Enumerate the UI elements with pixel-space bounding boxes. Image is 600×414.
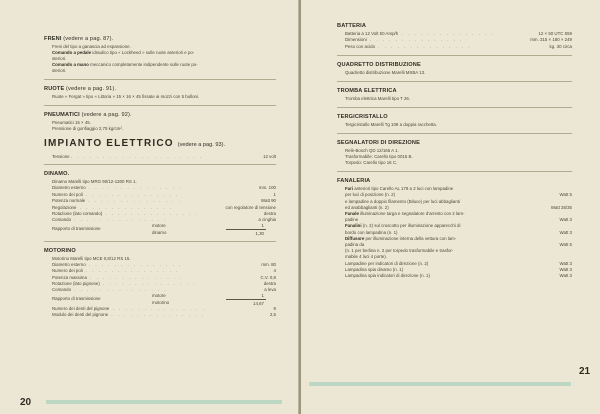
fanaleria-item: padine Watt 3 bbox=[345, 217, 572, 223]
dinamo-spec-row: Comando . . . . . . . . . . . . . . . a cinghia bbox=[52, 217, 276, 223]
pneumatici-line-2: Pressione di gonfiaggio 2,75 kg/cm². bbox=[52, 126, 124, 131]
dinamo-spec-row: Potenza normale . . . . . . . . . . . . . . . Watt 90 bbox=[52, 198, 276, 204]
page-number-right: 21 bbox=[579, 366, 591, 377]
dinamo-section bbox=[44, 171, 276, 235]
ruote-section bbox=[44, 86, 276, 100]
fanaleria-item: e lampadine a doppio filamento (Biluce) per luci abbaglianti bbox=[345, 198, 460, 204]
divider bbox=[44, 164, 276, 165]
fanaleria-title: FANALERIA bbox=[337, 178, 371, 185]
tergicristallo-title: TERGICRISTALLO bbox=[337, 114, 388, 121]
motorino-spec-row: Rotazione (lato pignone) . . . . . . . . . . . . . . . destra bbox=[52, 281, 276, 287]
fanaleria-item: Fanalini (n. 2) sul cruscotto per illuminazione apparecchi di bbox=[345, 223, 461, 229]
ruote-line: Ruote « Fergat » tipo « Littoria » 15 × 16 × 45 fissate ai mozzi con 5 bulloni. bbox=[52, 94, 200, 99]
batteria-spec-row: Batteria a 12 Volt 50 Amp/h . . . . . . . . . . . . . . . 12 × 50 UTC 559 bbox=[345, 31, 572, 36]
motorino-section bbox=[44, 248, 276, 319]
divider bbox=[337, 107, 572, 108]
segnalatori-line-3: Torpedo: Carello tipo 16 C. bbox=[345, 160, 398, 166]
quadretto-title: QUADRETTO DISTRIBUZIONE bbox=[337, 62, 421, 69]
motorino-model: Motorino Marelli tipo MCE 0,8/12 RS 15. bbox=[52, 255, 131, 261]
fanaleria-item: per luci di posizione (n. 2) Watt 5 bbox=[345, 192, 572, 198]
fanaleria-item: Diffusore per illuminazione interna della vettura con lam- bbox=[345, 235, 457, 241]
freni-section bbox=[44, 36, 276, 74]
pneumatici-ref: (vedere a pag. 92). bbox=[81, 112, 132, 118]
freni-line: Freni del tipo a ganascia ad espansione. bbox=[52, 44, 131, 49]
segnalatori-section bbox=[337, 140, 572, 166]
divider bbox=[337, 133, 572, 134]
ruote-ref: (vedere a pag. 91). bbox=[66, 86, 117, 92]
fanaleria-item: ed anabbaglianti (n. 2) Watt 35/35 bbox=[345, 204, 572, 210]
segnalatori-line-1: Relè-Bosch QD 12/165 A 1. bbox=[345, 148, 399, 154]
segnalatori-line-2: Trasformabile: Carello tipo 0015 B. bbox=[345, 154, 413, 160]
freni-hand: Comando a mano meccanico completamente indipendente sulle ruote po- bbox=[52, 62, 198, 67]
freni-pedal: Comando a pedale idraulico tipo « Lockheed » sulle ruote anteriori e po- bbox=[52, 50, 195, 55]
quadretto-section bbox=[337, 62, 572, 76]
batteria-spec-row: Dimensioni . . . . . . . . . . . . . . . mm. 315 × 180 × 249 bbox=[345, 37, 572, 43]
divider bbox=[44, 79, 276, 80]
right-page-content bbox=[337, 23, 572, 284]
freni-ref: (vedere a pag. 87). bbox=[63, 36, 114, 42]
dinamo-ratio: Rapporto di trasmissione motore dinamo 1 1,30 bbox=[52, 222, 264, 236]
dinamo-spec-row: Numero dei poli . . . . . . . . . . . . . . . 1 bbox=[52, 191, 276, 197]
ruote-title: RUOTE bbox=[44, 86, 65, 92]
tromba-title: TROMBA ELETTRICA bbox=[337, 88, 397, 95]
pneumatici-title: PNEUMATICI bbox=[44, 112, 80, 118]
dinamo-spec-row: Regolazione . . . . . . . . . . . . . . . con regolatore di tensione bbox=[52, 204, 276, 210]
fanaleria-item: Fari anteriori tipo Carello AL 179 a 2 luci con lampadine bbox=[345, 186, 454, 192]
motorino-spec-row: Comando . . . . . . . . . . . . . . . a leva bbox=[52, 287, 276, 293]
motorino-spec-row: Potenza massima . . . . . . . . . . . . . . . C.V. 0,8 bbox=[52, 274, 276, 280]
quadretto-line: Quadretto distribuzione Marelli MSBA 13. bbox=[345, 70, 426, 76]
motorino-spec-row: Numero dei poli . . . . . . . . . . . . . . . 4 bbox=[52, 268, 276, 274]
left-page-content bbox=[44, 36, 276, 324]
dinamo-spec-row: Diametro esterno . . . . . . . . . . . . . . . mm. 100 bbox=[52, 185, 276, 191]
fanaleria-item: Fanale illuminazione targa e segnalatore d'arresto con 2 lam- bbox=[345, 211, 465, 217]
batteria-title: BATTERIA bbox=[337, 23, 367, 29]
green-bar-right bbox=[309, 382, 571, 386]
freni-title: FRENI bbox=[44, 36, 62, 42]
divider bbox=[44, 105, 276, 106]
tensione-row: Tensione . . . . . . . . . . . . . . . . . . . . . 12 volt bbox=[52, 154, 276, 159]
fanaleria-item: (n. 1 per berlina n. 2 per torpedo trasformabile e trasfor- bbox=[345, 248, 454, 254]
fanaleria-item: Lampadina spia indicatori di direzione (n. 1) Watt 3 bbox=[345, 273, 572, 279]
tergicristallo-section bbox=[337, 114, 572, 128]
motorino-title: MOTORINO bbox=[44, 247, 76, 254]
divider bbox=[337, 171, 572, 172]
right-page bbox=[301, 0, 600, 414]
tromba-line: Tromba elettrica Marelli tipo T 26. bbox=[345, 96, 411, 102]
dinamo-spec-row: Rotazione (lato comando) . . . . . . . . . . . . . . . destra bbox=[52, 211, 276, 217]
segnalatori-title: SEGNALATORI DI DIREZIONE bbox=[337, 140, 420, 147]
left-page bbox=[0, 0, 299, 414]
batteria-spec-row: Peso con acido . . . . . . . . . . . . . . . kg. 30 circa bbox=[345, 43, 572, 49]
divider bbox=[337, 81, 572, 82]
fanaleria-item: bordo con lampadina (n. 1) Watt 3 bbox=[345, 229, 572, 235]
tromba-section bbox=[337, 88, 572, 102]
pneumatici-section bbox=[44, 112, 276, 132]
divider bbox=[337, 55, 572, 56]
fanaleria-item: Lampadine per indicatori di direzione (n. 2) Watt 3 bbox=[345, 260, 572, 266]
dinamo-model: Dinamo Marelli tipo MRG 90/12-1300 RS 1. bbox=[52, 179, 137, 185]
fanaleria-item: padina da Watt 5 bbox=[345, 242, 572, 248]
freni-pedal-cont: steriori. bbox=[52, 56, 67, 61]
impianto-heading: IMPIANTO ELETTRICO (vedere a pag. 93). bbox=[44, 138, 225, 149]
motorino-spec-row: Diametro esterno . . . . . . . . . . . . . . . mm. 80 bbox=[52, 261, 276, 267]
fanaleria-item: Lampadina spia dinamo (n. 1) Watt 3 bbox=[345, 266, 572, 272]
divider bbox=[44, 241, 276, 242]
green-bar-left bbox=[46, 400, 282, 404]
page-number-left: 20 bbox=[20, 397, 32, 408]
motorino-spec-row: Numero dei denti del pignone . . . . . . . . . . . . . . . 9 bbox=[52, 305, 276, 311]
motorino-spec-row: Modulo dei denti del pignone . . . . . . . . . . . . . . . 2,5 bbox=[52, 312, 276, 318]
tergicristallo-line: Tergicristallo Marelli Tg 109 a doppia racchetta. bbox=[345, 122, 437, 128]
freni-hand-cont: steriori. bbox=[52, 68, 67, 73]
fanaleria-section bbox=[337, 178, 572, 279]
fanaleria-item: mabile 4 luci 4 porte). bbox=[345, 254, 387, 260]
batteria-section bbox=[337, 23, 572, 50]
motorino-ratio: Rapporto di trasmissione motore motorino 1 14,67 bbox=[52, 292, 264, 306]
dinamo-title: DINAMO. bbox=[44, 171, 70, 178]
pneumatici-line-1: Pneumatici 15 × 45. bbox=[52, 120, 91, 125]
